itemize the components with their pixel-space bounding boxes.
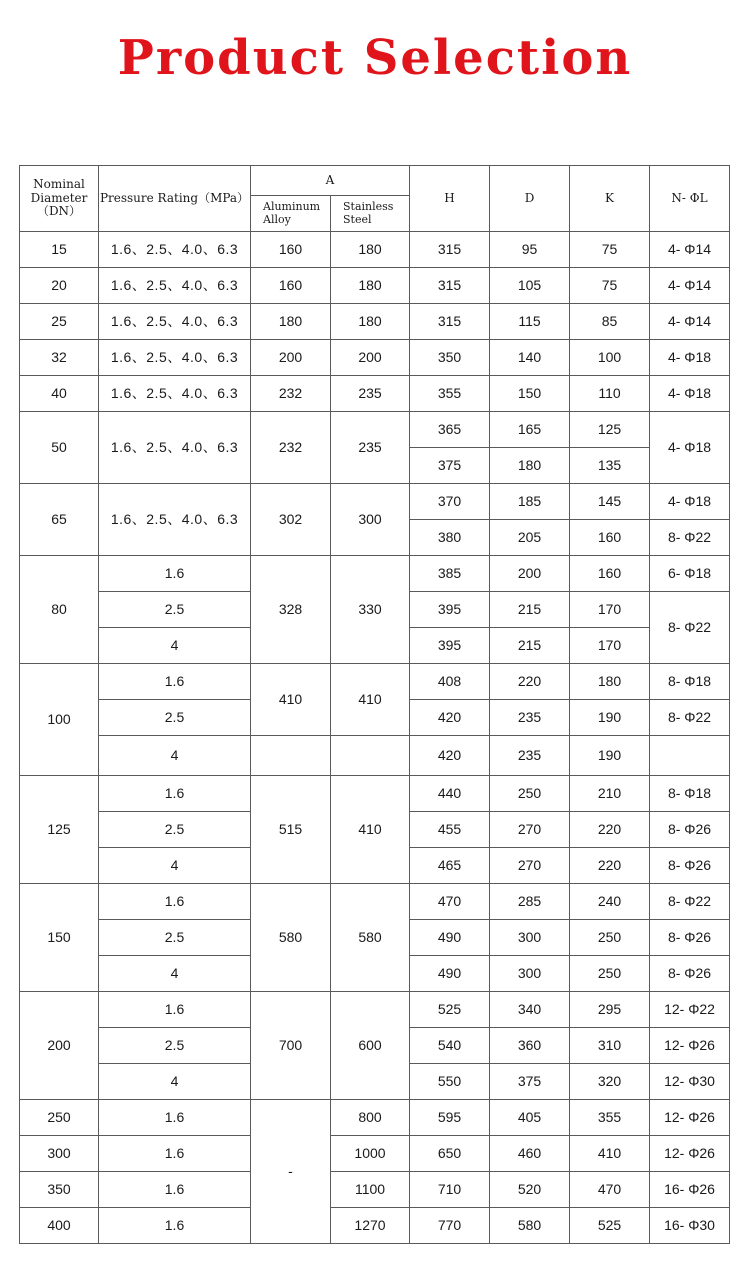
pressure-cell: 2.5 [99, 812, 251, 848]
dn-cell: 15 [20, 232, 99, 268]
h-cell: 408 [410, 664, 490, 700]
aluminum-cell: 580 [251, 884, 331, 992]
pressure-cell: 2.5 [99, 920, 251, 956]
stainless-cell: 1100 [331, 1172, 410, 1208]
pressure-cell: 2.5 [99, 592, 251, 628]
n-phi-l-cell: 4- Φ18 [650, 484, 730, 520]
table-row [20, 736, 730, 776]
h-cell: 550 [410, 1064, 490, 1100]
h-cell: 350 [410, 340, 490, 376]
k-cell: 170 [570, 592, 650, 628]
aluminum-cell: 515 [251, 776, 331, 884]
stainless-cell: 1270 [331, 1208, 410, 1244]
pressure-cell: 1.6、2.5、4.0、6.3 [99, 268, 251, 304]
aluminum-cell: 160 [251, 268, 331, 304]
k-cell: 125 [570, 412, 650, 448]
aluminum-cell: 200 [251, 340, 331, 376]
pressure-cell: 1.6 [99, 664, 251, 700]
stainless-cell [331, 736, 410, 776]
pressure-cell: 1.6、2.5、4.0、6.3 [99, 376, 251, 412]
dn-cell: 20 [20, 268, 99, 304]
k-cell: 250 [570, 920, 650, 956]
table-row [20, 1100, 730, 1136]
k-cell: 525 [570, 1208, 650, 1244]
table-row [20, 412, 730, 448]
h-cell: 355 [410, 376, 490, 412]
pressure-cell: 4 [99, 628, 251, 664]
dn-cell: 65 [20, 484, 99, 556]
pressure-cell: 4 [99, 848, 251, 884]
dn-cell: 400 [20, 1208, 99, 1244]
k-cell: 75 [570, 232, 650, 268]
d-cell: 235 [490, 736, 570, 776]
h-cell: 525 [410, 992, 490, 1028]
d-cell: 270 [490, 848, 570, 884]
d-cell: 205 [490, 520, 570, 556]
k-cell: 160 [570, 556, 650, 592]
pressure-cell: 1.6 [99, 1172, 251, 1208]
h-cell: 710 [410, 1172, 490, 1208]
k-cell: 220 [570, 848, 650, 884]
stainless-cell: 330 [331, 556, 410, 664]
aluminum-cell: 700 [251, 992, 331, 1100]
pressure-cell: 1.6 [99, 1136, 251, 1172]
dn-cell: 200 [20, 992, 99, 1100]
stainless-cell: 235 [331, 376, 410, 412]
table-row [20, 1136, 730, 1172]
header-h: H [410, 166, 490, 232]
pressure-cell: 1.6、2.5、4.0、6.3 [99, 232, 251, 268]
dn-cell: 350 [20, 1172, 99, 1208]
d-cell: 250 [490, 776, 570, 812]
k-cell: 75 [570, 268, 650, 304]
n-phi-l-cell: 4- Φ14 [650, 232, 730, 268]
n-phi-l-cell: 8- Φ22 [650, 592, 730, 664]
stainless-cell: 180 [331, 304, 410, 340]
dn-cell: 25 [20, 304, 99, 340]
n-phi-l-cell: 8- Φ22 [650, 700, 730, 736]
dn-cell: 150 [20, 884, 99, 992]
dn-cell: 300 [20, 1136, 99, 1172]
table-row [20, 232, 730, 268]
aluminum-cell: 328 [251, 556, 331, 664]
stainless-cell: 180 [331, 268, 410, 304]
header-nominal-diameter: Nominal Diameter （DN） [20, 166, 99, 232]
n-phi-l-cell [650, 736, 730, 776]
aluminum-cell: - [251, 1100, 331, 1244]
pressure-cell: 1.6 [99, 556, 251, 592]
table-row [20, 664, 730, 700]
h-cell: 315 [410, 232, 490, 268]
k-cell: 100 [570, 340, 650, 376]
table-row [20, 1208, 730, 1244]
h-cell: 490 [410, 956, 490, 992]
k-cell: 160 [570, 520, 650, 556]
dn-cell: 125 [20, 776, 99, 884]
d-cell: 460 [490, 1136, 570, 1172]
h-cell: 770 [410, 1208, 490, 1244]
k-cell: 180 [570, 664, 650, 700]
pressure-cell: 1.6 [99, 1100, 251, 1136]
pressure-cell: 4 [99, 736, 251, 776]
stainless-cell: 600 [331, 992, 410, 1100]
dn-cell: 100 [20, 664, 99, 776]
k-cell: 320 [570, 1064, 650, 1100]
h-cell: 365 [410, 412, 490, 448]
n-phi-l-cell: 4- Φ14 [650, 304, 730, 340]
dn-cell: 50 [20, 412, 99, 484]
k-cell: 355 [570, 1100, 650, 1136]
h-cell: 465 [410, 848, 490, 884]
dn-cell: 80 [20, 556, 99, 664]
k-cell: 110 [570, 376, 650, 412]
dn-cell: 250 [20, 1100, 99, 1136]
table-row [20, 484, 730, 520]
aluminum-cell: 180 [251, 304, 331, 340]
d-cell: 95 [490, 232, 570, 268]
n-phi-l-cell: 12- Φ26 [650, 1100, 730, 1136]
header-d: D [490, 166, 570, 232]
n-phi-l-cell: 8- Φ26 [650, 848, 730, 884]
h-cell: 595 [410, 1100, 490, 1136]
k-cell: 135 [570, 448, 650, 484]
h-cell: 470 [410, 884, 490, 920]
n-phi-l-cell: 16- Φ30 [650, 1208, 730, 1244]
n-phi-l-cell: 4- Φ14 [650, 268, 730, 304]
k-cell: 240 [570, 884, 650, 920]
k-cell: 220 [570, 812, 650, 848]
h-cell: 315 [410, 304, 490, 340]
pressure-cell: 1.6 [99, 884, 251, 920]
d-cell: 300 [490, 920, 570, 956]
stainless-cell: 410 [331, 776, 410, 884]
h-cell: 650 [410, 1136, 490, 1172]
d-cell: 215 [490, 592, 570, 628]
page-title: Product Selection [117, 30, 633, 86]
pressure-cell: 4 [99, 956, 251, 992]
pressure-cell: 1.6 [99, 1208, 251, 1244]
h-cell: 315 [410, 268, 490, 304]
aluminum-cell: 160 [251, 232, 331, 268]
n-phi-l-cell: 12- Φ30 [650, 1064, 730, 1100]
aluminum-cell [251, 736, 331, 776]
h-cell: 370 [410, 484, 490, 520]
n-phi-l-cell: 8- Φ18 [650, 664, 730, 700]
d-cell: 220 [490, 664, 570, 700]
n-phi-l-cell: 8- Φ26 [650, 920, 730, 956]
n-phi-l-cell: 12- Φ22 [650, 992, 730, 1028]
dn-cell: 32 [20, 340, 99, 376]
stainless-cell: 410 [331, 664, 410, 736]
h-cell: 455 [410, 812, 490, 848]
k-cell: 310 [570, 1028, 650, 1064]
pressure-cell: 1.6、2.5、4.0、6.3 [99, 304, 251, 340]
stainless-cell: 235 [331, 412, 410, 484]
k-cell: 210 [570, 776, 650, 812]
n-phi-l-cell: 6- Φ18 [650, 556, 730, 592]
n-phi-l-cell: 12- Φ26 [650, 1136, 730, 1172]
pressure-cell: 1.6、2.5、4.0、6.3 [99, 412, 251, 484]
d-cell: 285 [490, 884, 570, 920]
table-row [20, 376, 730, 412]
table-row [20, 1172, 730, 1208]
k-cell: 170 [570, 628, 650, 664]
d-cell: 270 [490, 812, 570, 848]
stainless-cell: 580 [331, 884, 410, 992]
table-row [20, 268, 730, 304]
k-cell: 295 [570, 992, 650, 1028]
h-cell: 420 [410, 736, 490, 776]
pressure-cell: 1.6 [99, 776, 251, 812]
k-cell: 145 [570, 484, 650, 520]
aluminum-cell: 232 [251, 376, 331, 412]
n-phi-l-cell: 12- Φ26 [650, 1028, 730, 1064]
stainless-cell: 300 [331, 484, 410, 556]
h-cell: 420 [410, 700, 490, 736]
d-cell: 185 [490, 484, 570, 520]
d-cell: 140 [490, 340, 570, 376]
pressure-cell: 2.5 [99, 700, 251, 736]
stainless-cell: 200 [331, 340, 410, 376]
d-cell: 115 [490, 304, 570, 340]
n-phi-l-cell: 4- Φ18 [650, 412, 730, 484]
d-cell: 360 [490, 1028, 570, 1064]
n-phi-l-cell: 8- Φ22 [650, 520, 730, 556]
d-cell: 200 [490, 556, 570, 592]
stainless-cell: 800 [331, 1100, 410, 1136]
header-pressure-rating: Pressure Rating（MPa） [99, 166, 251, 232]
table-row [20, 776, 730, 812]
h-cell: 395 [410, 628, 490, 664]
pressure-cell: 4 [99, 1064, 251, 1100]
table-row [20, 340, 730, 376]
d-cell: 340 [490, 992, 570, 1028]
d-cell: 580 [490, 1208, 570, 1244]
n-phi-l-cell: 8- Φ22 [650, 884, 730, 920]
stainless-cell: 1000 [331, 1136, 410, 1172]
n-phi-l-cell: 16- Φ26 [650, 1172, 730, 1208]
h-cell: 440 [410, 776, 490, 812]
aluminum-cell: 232 [251, 412, 331, 484]
h-cell: 395 [410, 592, 490, 628]
header-aluminum-alloy: Aluminum Alloy [251, 196, 331, 232]
table-row [20, 884, 730, 920]
d-cell: 180 [490, 448, 570, 484]
k-cell: 250 [570, 956, 650, 992]
header-k: K [570, 166, 650, 232]
d-cell: 520 [490, 1172, 570, 1208]
header-a: A [251, 166, 410, 196]
d-cell: 105 [490, 268, 570, 304]
d-cell: 235 [490, 700, 570, 736]
n-phi-l-cell: 8- Φ18 [650, 776, 730, 812]
d-cell: 165 [490, 412, 570, 448]
h-cell: 540 [410, 1028, 490, 1064]
aluminum-cell: 302 [251, 484, 331, 556]
n-phi-l-cell: 8- Φ26 [650, 956, 730, 992]
k-cell: 190 [570, 700, 650, 736]
header-stainless-steel: Stainless Steel [331, 196, 410, 232]
k-cell: 190 [570, 736, 650, 776]
d-cell: 300 [490, 956, 570, 992]
table-row [20, 556, 730, 592]
k-cell: 470 [570, 1172, 650, 1208]
aluminum-cell: 410 [251, 664, 331, 736]
product-selection-table [19, 165, 730, 1244]
d-cell: 375 [490, 1064, 570, 1100]
stainless-cell: 180 [331, 232, 410, 268]
h-cell: 490 [410, 920, 490, 956]
pressure-cell: 1.6 [99, 992, 251, 1028]
pressure-cell: 1.6、2.5、4.0、6.3 [99, 484, 251, 556]
n-phi-l-cell: 4- Φ18 [650, 340, 730, 376]
pressure-cell: 1.6、2.5、4.0、6.3 [99, 340, 251, 376]
n-phi-l-cell: 4- Φ18 [650, 376, 730, 412]
d-cell: 215 [490, 628, 570, 664]
d-cell: 150 [490, 376, 570, 412]
table-row [20, 992, 730, 1028]
dn-cell: 40 [20, 376, 99, 412]
h-cell: 375 [410, 448, 490, 484]
pressure-cell: 2.5 [99, 1028, 251, 1064]
header-n-phi-l: N- ΦL [650, 166, 730, 232]
table-row [20, 304, 730, 340]
k-cell: 410 [570, 1136, 650, 1172]
d-cell: 405 [490, 1100, 570, 1136]
h-cell: 380 [410, 520, 490, 556]
n-phi-l-cell: 8- Φ26 [650, 812, 730, 848]
h-cell: 385 [410, 556, 490, 592]
k-cell: 85 [570, 304, 650, 340]
